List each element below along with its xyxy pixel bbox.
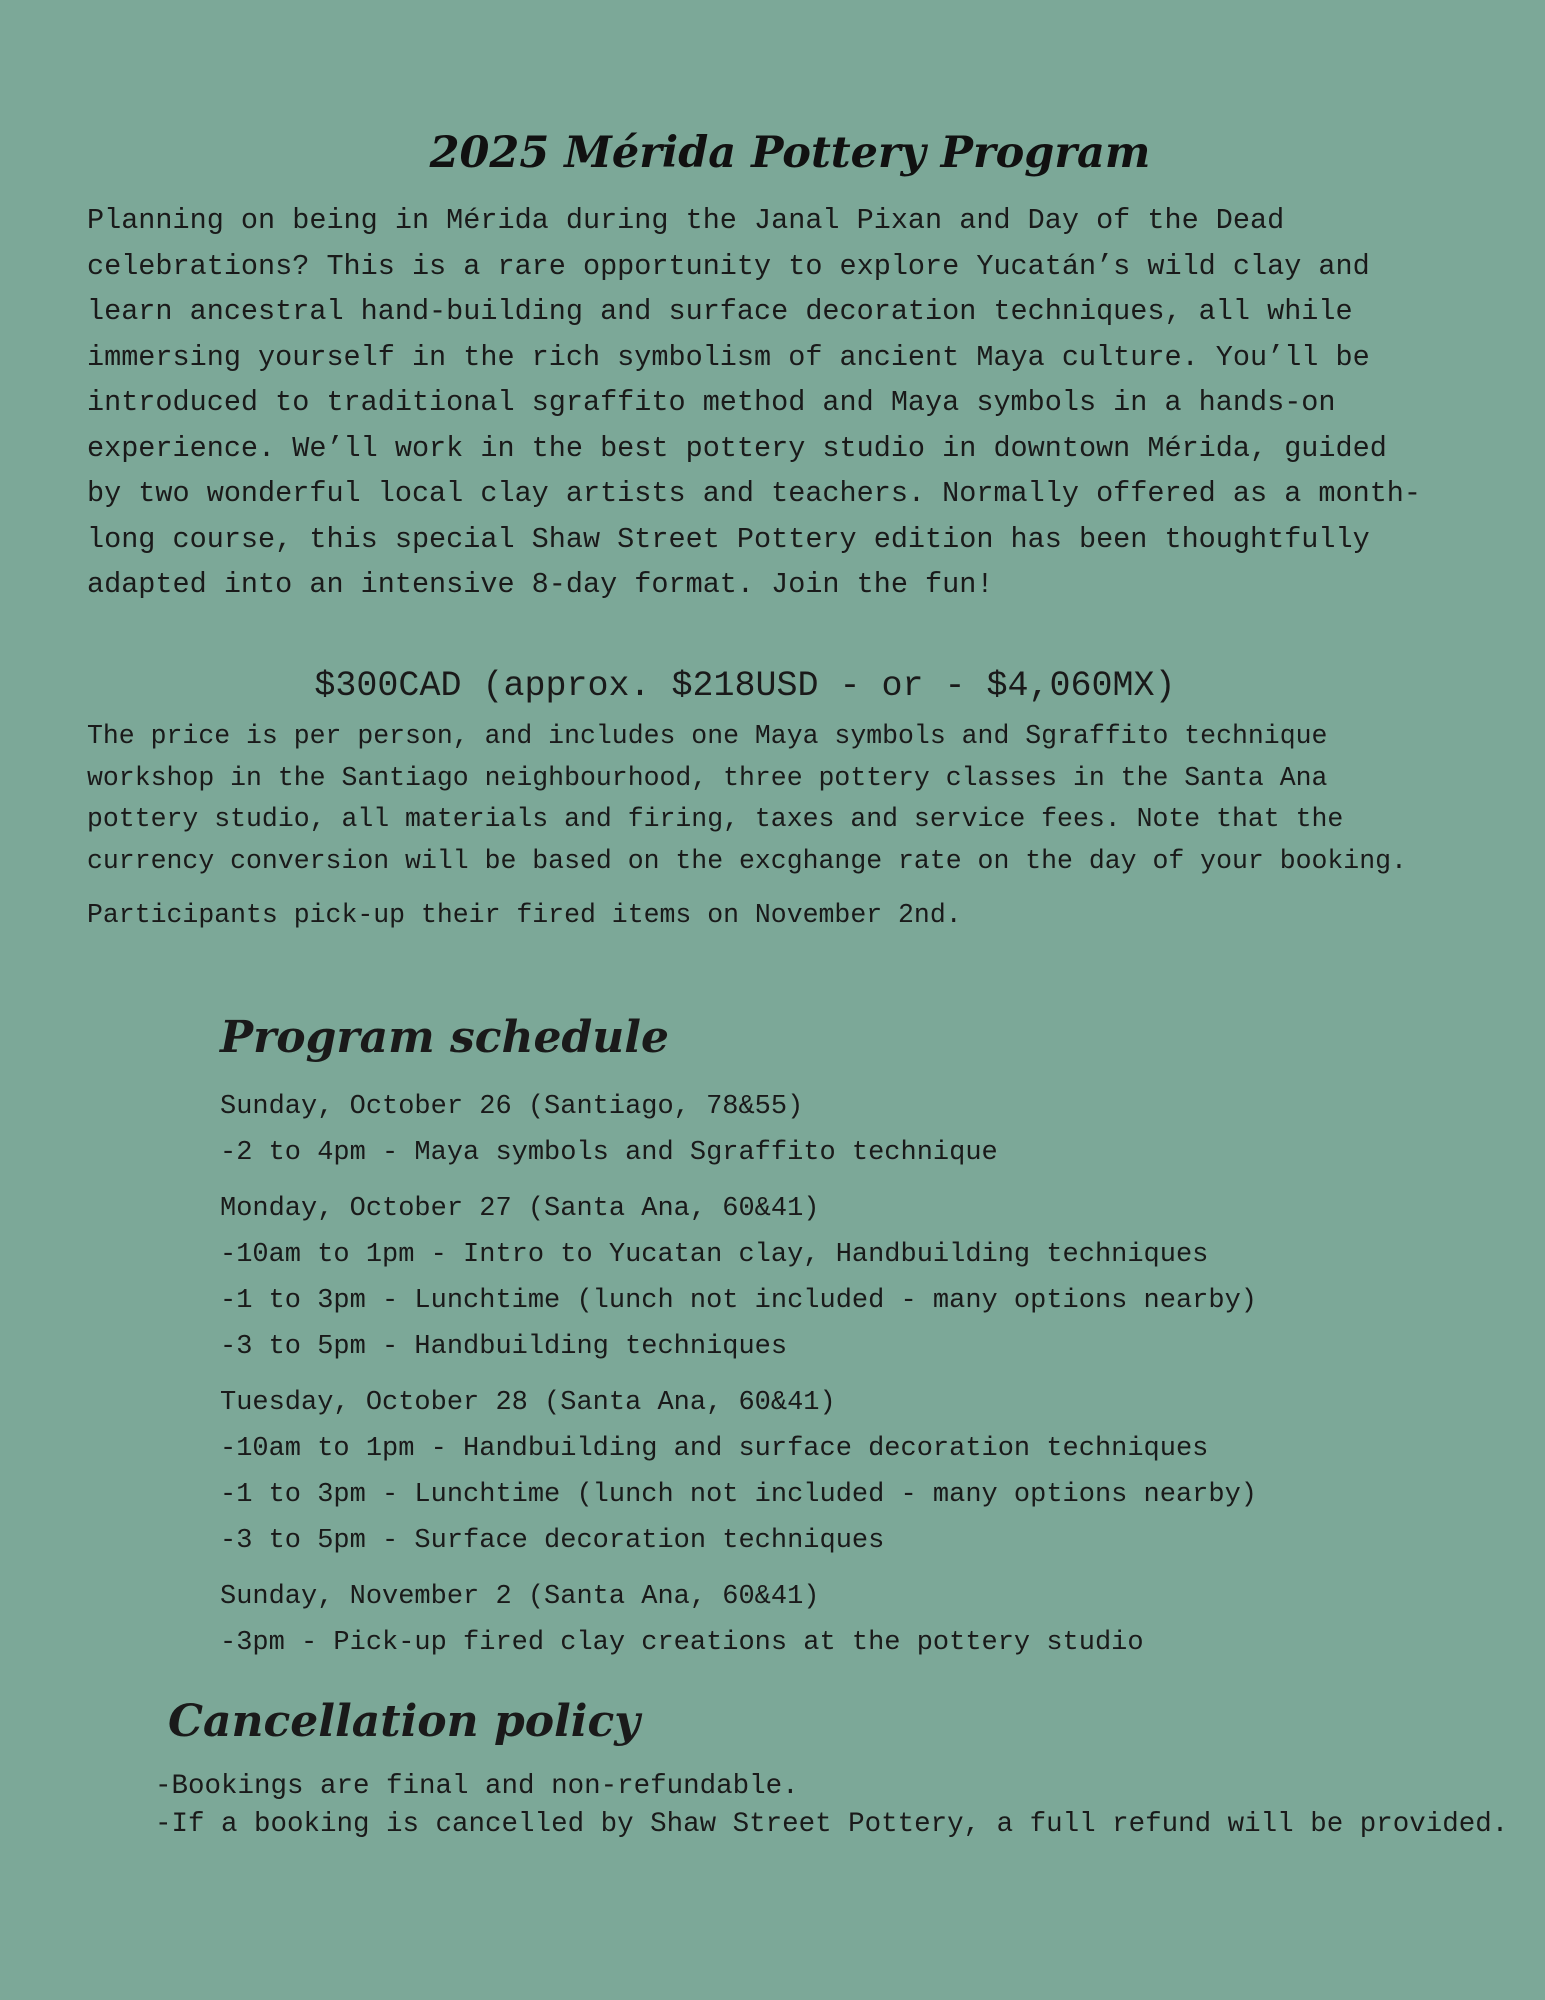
- schedule-day: [220, 1186, 1420, 1370]
- schedule-slot: -10am to 1pm - Intro to Yucatan clay, Handbuilding techniques: [220, 1240, 1209, 1270]
- pickup-note: Participants pick-up their fired items on November 2nd.: [87, 900, 962, 930]
- schedule-slot: -3 to 5pm - Handbuilding techniques: [220, 1332, 788, 1362]
- schedule-slot: -1 to 3pm - Lunchtime (lunch not included - many options nearby): [220, 1286, 1257, 1316]
- program-schedule: [220, 1084, 1420, 1676]
- schedule-slot: -10am to 1pm - Handbuilding and surface decoration techniques: [220, 1434, 1209, 1464]
- cancellation-item: -Bookings are final and non-refundable.: [155, 1771, 799, 1802]
- schedule-day: [220, 1380, 1420, 1564]
- intro-paragraph: Planning on being in Mérida during the Janal Pixan and Day of the Dead celebrations? This is a rare opportunity to explore Yucatán’s wild clay and learn ancestral hand-building and surface decoration techniques, all while immersing yourself in the rich symbolism of ancient Maya culture. You’ll be introduced to traditional sgraffito method and Maya symbols in a hands-on experience. We’ll work in the best pottery studio in downtown Mérida, guided by two wonderful local clay artists and teachers. Normally offered as a month- long course, this special Shaw Street Pottery edition has been thoughtfully adapted into an intensive 8-day format. Join the fun!: [87, 204, 1422, 601]
- schedule-day-title: Tuesday, October 28 (Santa Ana, 60&41): [220, 1388, 836, 1418]
- price-note: The price is per person, and includes one Maya symbols and Sgraffito technique workshop in the Santiago neighbourhood, three pottery classes in the Santa Ana pottery studio, all materials and firing, taxes and service fees. Note that the currency conversion will be based on the excghange rate on the day of your booking.: [87, 721, 1407, 876]
- schedule-day: [220, 1084, 1420, 1176]
- schedule-slot: -3pm - Pick-up fired clay creations at the pottery studio: [220, 1628, 1144, 1658]
- cancellation-list: [155, 1768, 1508, 1844]
- schedule-slot: -1 to 3pm - Lunchtime (lunch not included - many options nearby): [220, 1480, 1257, 1510]
- page-title: 2025 Mérida Pottery Program: [429, 128, 1151, 178]
- schedule-slot: -3 to 5pm - Surface decoration techniques: [220, 1526, 885, 1556]
- cancellation-item: -If a booking is cancelled by Shaw Street Pottery, a full refund will be provided.: [155, 1809, 1509, 1840]
- cancellation-heading: Cancellation policy: [168, 1696, 640, 1747]
- schedule-day: [220, 1574, 1420, 1666]
- price-headline: $300CAD (approx. $218USD - or - $4,060MX): [314, 666, 1176, 706]
- schedule-heading: Program schedule: [220, 1012, 669, 1063]
- schedule-day-title: Sunday, October 26 (Santiago, 78&55): [220, 1092, 804, 1122]
- schedule-day-title: Sunday, November 2 (Santa Ana, 60&41): [220, 1582, 820, 1612]
- schedule-day-title: Monday, October 27 (Santa Ana, 60&41): [220, 1194, 820, 1224]
- schedule-slot: -2 to 4pm - Maya symbols and Sgraffito technique: [220, 1138, 998, 1168]
